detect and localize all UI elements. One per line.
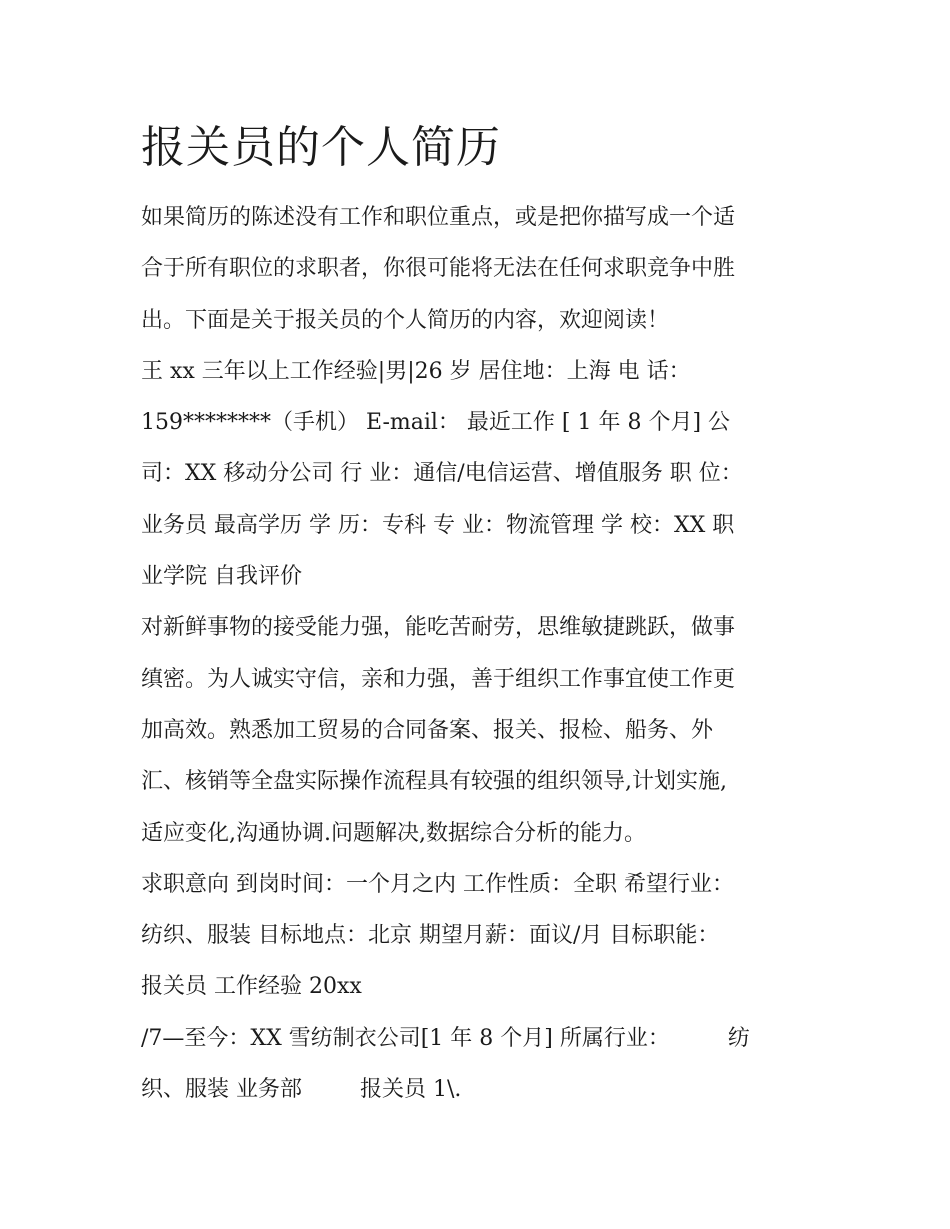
text-line: 出。下面是关于报关员的个人简历的内容，欢迎阅读！ xyxy=(141,307,670,333)
document-body xyxy=(141,192,820,1115)
text-line: 业学院 自我评价 xyxy=(141,564,302,590)
text-segment: 纺 xyxy=(727,1025,750,1051)
text-line: 如果简历的陈述没有工作和职位重点，或是把你描写成一个适 xyxy=(141,205,736,230)
text-line: 业务员 最高学历 学 历：专科 专 业：物流管理 学 校：XX 职 xyxy=(141,512,735,538)
text-line: 汇、核销等全盘实际操作流程具有较强的组织领导,计划实施, xyxy=(141,769,727,795)
text-line: 缜密。为人诚实守信，亲和力强，善于组织工作事宜使工作更 xyxy=(141,666,736,692)
text-segment: 织、服装 业务部 xyxy=(141,1077,302,1103)
text-segment: /7—至今：XX 雪纺制衣公司[1 年 8 个月] 所属行业： xyxy=(141,1025,670,1051)
text-line: 适应变化,沟通协调.问题解决,数据综合分析的能力。 xyxy=(141,820,646,846)
text-line: 司：XX 移动分公司 行 业：通信/电信运营、增值服务 职 位： xyxy=(141,461,743,487)
text-line: 纺织、服装 目标地点：北京 期望月薪：面议/月 目标职能： xyxy=(141,923,720,949)
text-line: 合于所有职位的求职者，你很可能将无法在任何求职竞争中胜 xyxy=(141,256,736,282)
text-line: 报关员 工作经验 20xx xyxy=(141,974,362,1000)
text-line xyxy=(141,1013,820,1064)
text-line: 王 xx 三年以上工作经验|男|26 岁 居住地：上海 电 话： xyxy=(141,358,691,384)
text-segment: 报关员 1\. xyxy=(360,1077,462,1103)
text-line: 159********（手机） E-mail： 最近工作 [ 1 年 8 个月] 公 xyxy=(141,410,731,436)
text-line: 对新鲜事物的接受能力强，能吃苦耐劳，思维敏捷跳跃，做事 xyxy=(141,615,736,641)
text-line: 加高效。熟悉加工贸易的合同备案、报关、报检、船务、外 xyxy=(141,717,714,743)
text-line xyxy=(141,1064,820,1115)
text-line: 求职意向 到岗时间：一个月之内 工作性质：全职 希望行业： xyxy=(141,871,734,897)
page-title: 报关员的个人简历 xyxy=(141,122,501,173)
